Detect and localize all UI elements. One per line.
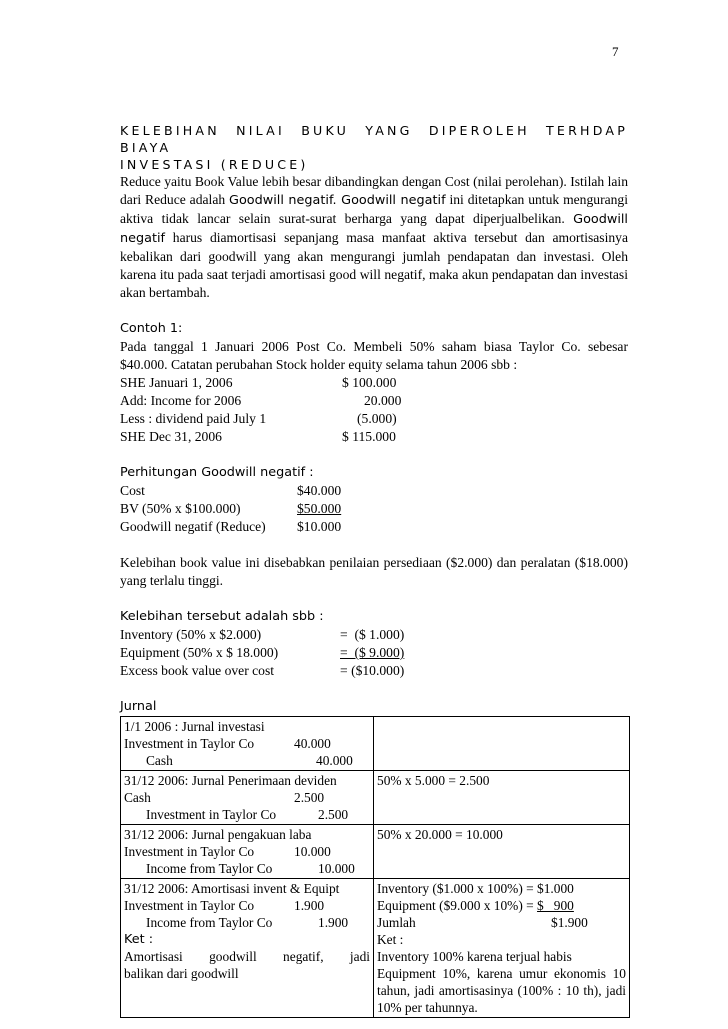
jurnal-entry: 31/12 2006: Jurnal Penerimaan deviden Cash 2.500 Investment in Taylor Co 2.500 [121,771,374,825]
jurnal-row [121,771,630,825]
jurnal-heading: Jurnal [120,699,157,714]
jurnal-table [120,716,630,1018]
she-row: Less : dividend paid July 1 (5.000) [120,411,397,426]
title-line-1: KELEBIHAN NILAI BUKU YANG DIPEROLEH TERHDAP BIAYA [120,123,628,155]
title-line-2: INVESTASI (REDUCE) [120,157,309,172]
kelebihan-paragraph: Kelebihan book value ini disebabkan penilaian persediaan ($2.000) dan peralatan ($18.000) yang terlalu tinggi. [120,555,628,588]
section-title [120,122,628,173]
jurnal-row [121,879,630,1018]
intro-paragraph [120,173,628,302]
kelebihan-row: Equipment (50% x $ 18.000) = ($ 9.000) [120,645,405,660]
intro-text-1: Reduce yaitu Book Value lebih besar dibandingkan dengan Cost (nilai perolehan). Istilah lain dari Reduce adalah [120,174,628,207]
she-row: SHE Januari 1, 2006 $ 100.000 [120,375,397,390]
perhitungan-row: Goodwill negatif (Reduce) $10.000 [120,519,342,534]
intro-text-3: harus diamortisasi sepanjang masa manfaat aktiva tersebut dan amortisasinya kebalikan dari goodwill yang akan mengurangi jumlah pendapatan dan investasi. Oleh karena itu pada saat terjadi amortisasi good will negatif, maka akun pendapatan dan investasi akan bertambah. [120,230,628,300]
she-row: SHE Dec 31, 2006 $ 115.000 [120,429,396,444]
kelebihan-row: Excess book value over cost = ($10.000) [120,663,405,678]
kelebihan-heading: Kelebihan tersebut adalah sbb : [120,609,324,624]
jurnal-row [121,717,630,771]
page-number: 7 [612,44,619,59]
jurnal-entry: 31/12 2006: Jurnal pengakuan laba Investment in Taylor Co 10.000 Income from Taylor Co 10.000 [121,825,374,879]
jurnal-entry: 31/12 2006: Amortisasi invent & Equipt Investment in Taylor Co 1.900 Income from Taylor Co 1.900 Ket : Amortisasi goodwill negatif, jadi balikan dari goodwill [121,879,374,1018]
jurnal-note: 50% x 5.000 = 2.500 [374,771,630,825]
she-row: Add: Income for 2006 20.000 [120,393,402,408]
jurnal-entry: 1/1 2006 : Jurnal investasi Investment in Taylor Co 40.000 Cash 40.000 [121,717,374,771]
goodwill-term-2: Goodwill negatif [120,212,628,246]
perhitungan-row: BV (50% x $100.000) $50.000 [120,501,342,516]
contoh-text: Pada tanggal 1 Januari 2006 Post Co. Membeli 50% saham biasa Taylor Co. sebesar $40.000. Catatan perubahan Stock holder equity selama tahun 2006 sbb : [120,339,628,372]
perhitungan-table [120,482,628,536]
kelebihan-row: Inventory (50% x $2.000) = ($ 1.000) [120,627,405,642]
jurnal-note: Inventory ($1.000 x 100%) = $1.000 Equipment ($9.000 x 10%) = $ 900 Jumlah $1.900 Ket : Inventory 100% karena terjual habis Equipment 10%, karena umur ekonomis 10 tahun, jadi amortisasinya (100% : 10 th), jadi 10% per tahunnya. [374,879,630,1018]
goodwill-term-1: Goodwill negatif. Goodwill negatif [229,193,446,208]
jurnal-note [374,717,630,771]
she-table [120,374,628,446]
perhitungan-heading: Perhitungan Goodwill negatif : [120,465,314,480]
document-body [120,122,628,1018]
intro-text-2: ini ditetapkan untuk mengurangi aktiva tidak lancar selain surat-surat berharga yang dapat diperjualbelikan. [120,192,628,226]
jurnal-note: 50% x 20.000 = 10.000 [374,825,630,879]
jurnal-row [121,825,630,879]
contoh-heading: Contoh 1: [120,321,183,336]
kelebihan-table [120,626,628,680]
perhitungan-row: Cost $40.000 [120,483,342,498]
